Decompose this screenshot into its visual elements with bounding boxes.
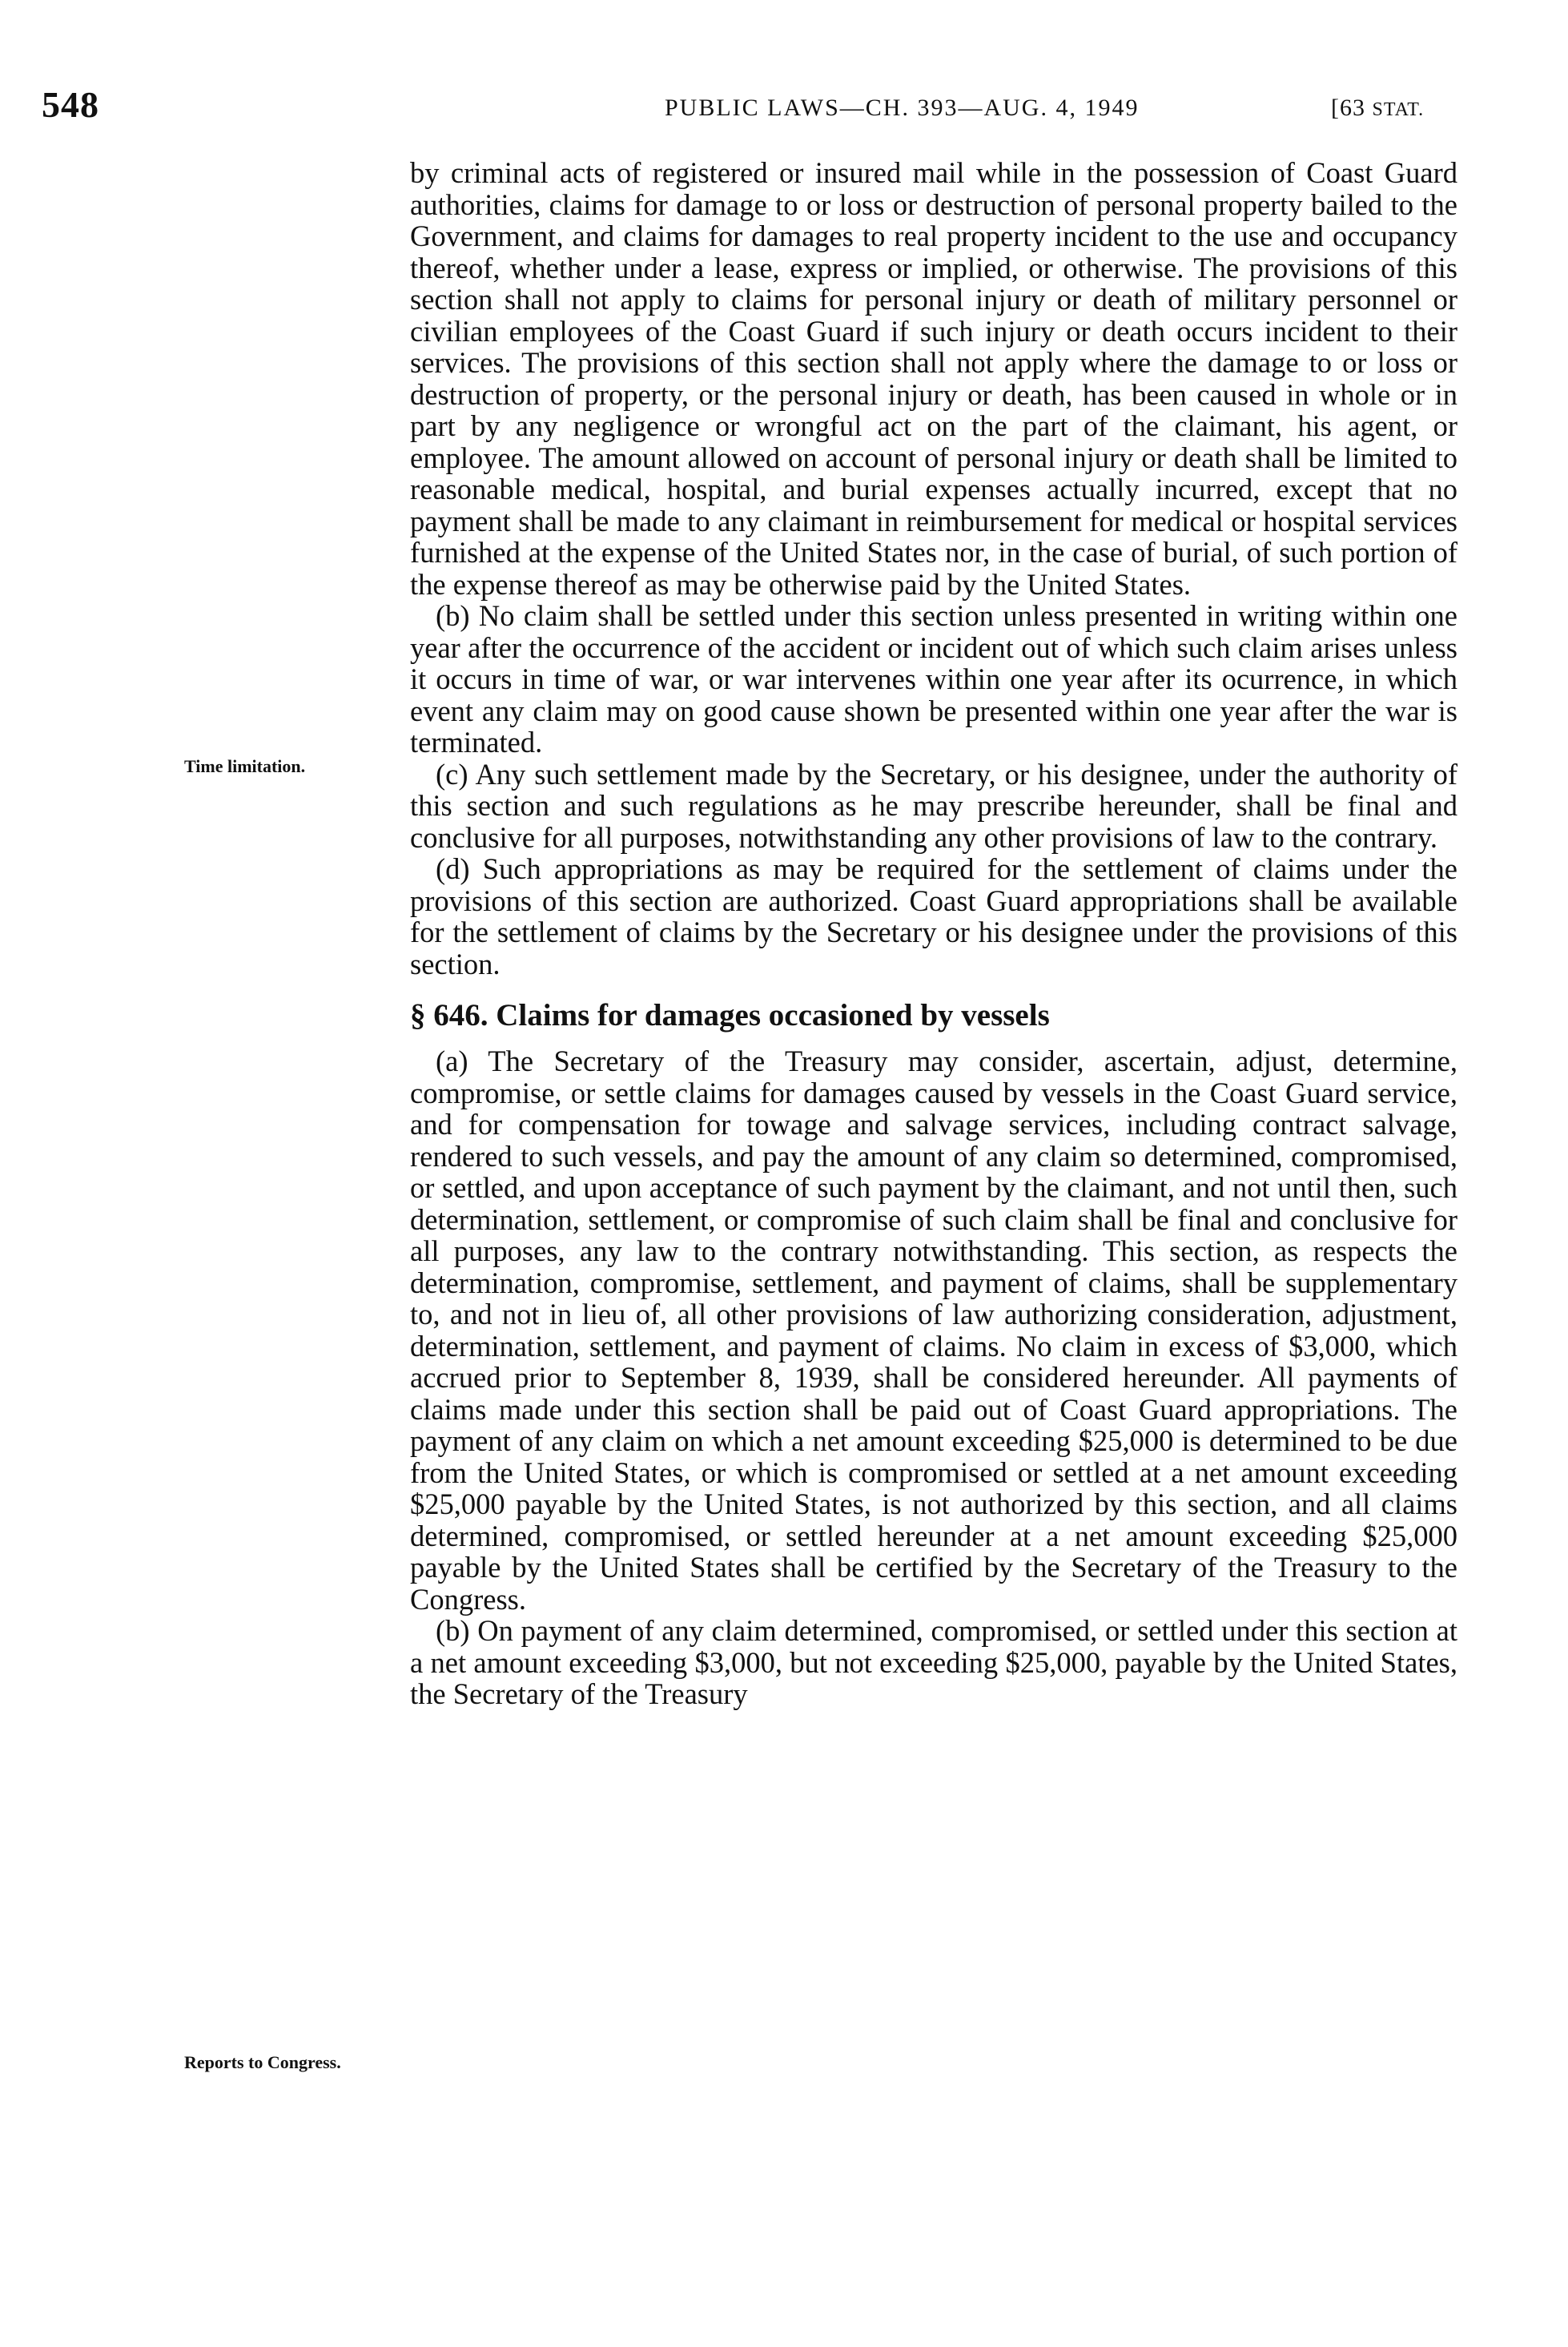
page-header [0, 83, 1568, 131]
margin-note-time-limitation: Time limitation. [184, 756, 306, 776]
continuation-paragraph: by criminal acts of registered or insured mail while in the possession of Coast Guard authorities, claims for damage to or loss or destruction of personal property bailed to the Government, and claims for damages to real property incident to the use and occupancy thereof, whether under a lease, express or implied, or otherwise. The provisions of this section shall not apply to claims for personal injury or death of military personnel or civilian employees of the Coast Guard if such injury or death occurs incident to their services. The provisions of this section shall not apply where the damage to or loss or destruction of property, or the personal injury or death, has been caused in whole or in part by any negligence or wrongful act on the part of the claimant, his agent, or employee. The amount allowed on account of personal injury or death shall be limited to reasonable medical, hospital, and burial expenses actually incurred, except that no payment shall be made to any claimant in reimbursement for medical or hospital services furnished at the expense of the United States nor, in the case of burial, of such portion of the expense thereof as may be otherwise paid by the United States. [410, 156, 1457, 601]
volume-reference [1331, 95, 1424, 122]
paragraph-b: (b) No claim shall be settled under this section unless presented in writing within one year after the occurrence of the accident or incident out of which such claim arises unless it occurs in time of war, or war intervenes within one year after its ocurrence, in which event any claim may on good cause shown be presented within one year after the war is terminated. [410, 599, 1457, 759]
volume-ref-statute: STAT. [1372, 99, 1425, 120]
running-head: PUBLIC LAWS—CH. 393—AUG. 4, 1949 [665, 95, 1140, 121]
section-646-paragraph-a: (a) The Secretary of the Treasury may consider, ascertain, adjust, determine, compromise, or settle claims for damages caused by vessels in the Coast Guard service, and for compensation for towage and salvage services, including contract salvage, rendered to such vessels, and pay the amount of any claim so determined, compromised, or settled, and upon acceptance of such payment by the claimant, and not until then, such determination, settlement, or compromise of such claim shall be final and conclusive for all purposes, any law to the contrary notwithstanding. This section, as respects the determination, compromise, settlement, and payment of claims, shall be supplementary to, and not in lieu of, all other provisions of law authorizing consideration, adjustment, determination, settlement, and payment of claims. No claim in excess of $3,000, which accrued prior to September 8, 1939, shall be considered hereunder. All payments of claims made under this section shall be paid out of Coast Guard appropriations. The payment of any claim on which a net amount exceeding $25,000 is determined to be due from the United States, or which is compromised or settled at a net amount exceeding $25,000 payable by the United States, is not authorized by this section, and all claims determined, compromised, or settled hereunder at a net amount exceeding $25,000 payable by the United States shall be certified by the Secretary of the Treasury to the Congress. [410, 1045, 1457, 1616]
volume-ref-prefix: [63 [1331, 95, 1373, 121]
body-text [410, 157, 1457, 1710]
section-646-paragraph-b: (b) On payment of any claim determined, compromised, or settled under this section at a net amount exceeding $3,000, but not exceeding $25,000, payable by the United States, the Secretary of the Treasury [410, 1614, 1457, 1710]
page-number: 548 [42, 84, 99, 125]
paragraph-d: (d) Such appropriations as may be required for the settlement of claims under the provisions of this section are authorized. Coast Guard appropriations shall be available for the settlement of claims by the Secretary or his designee under the provisions of this section. [410, 852, 1457, 980]
margin-note-reports-to-congress: Reports to Congress. [184, 2052, 341, 2072]
paragraph-c: (c) Any such settlement made by the Secretary, or his designee, under the authority of this section and such regulations as he may prescribe hereunder, shall be final and conclusive for all purposes, notwithstanding any other provisions of law to the contrary. [410, 757, 1457, 854]
section-646-heading: § 646. Claims for damages occasioned by vessels [410, 998, 1050, 1033]
